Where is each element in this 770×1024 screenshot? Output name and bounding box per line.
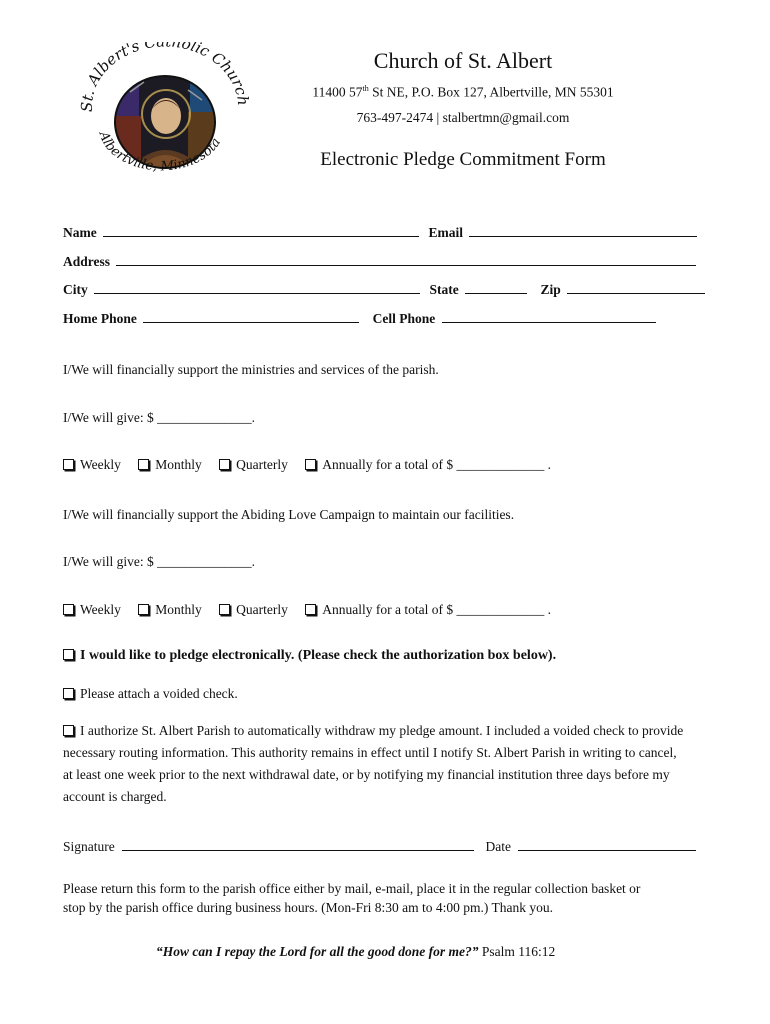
- checkbox-icon: [138, 459, 149, 470]
- row-name-email: [63, 224, 703, 241]
- address-field[interactable]: [116, 253, 696, 266]
- checkbox-icon: [63, 604, 74, 615]
- zip-field[interactable]: [567, 281, 705, 294]
- city-label: City: [63, 282, 88, 297]
- church-logo: [70, 42, 250, 182]
- checkbox-icon: [63, 649, 74, 660]
- return-instructions-line-1: Please return this form to the parish office either by mail, e-mail, place it in the regular collection basket or: [63, 881, 641, 896]
- campaign-quarterly-checkbox[interactable]: Quarterly: [219, 602, 288, 617]
- campaign-support-statement: I/We will financially support the Abiding Love Campaign to maintain our facilities.: [63, 507, 515, 522]
- return-instructions-line-2: stop by the parish office during business hours. (Mon-Fri 8:30 am to 4:00 pm.) Thank you.: [63, 900, 553, 915]
- checkbox-icon: [305, 604, 316, 615]
- home-phone-label: Home Phone: [63, 311, 137, 326]
- electronic-pledge-checkbox[interactable]: I would like to pledge electronically. (Please check the authorization box below).: [63, 648, 556, 664]
- checkbox-icon: [63, 725, 74, 736]
- checkbox-icon: [63, 688, 74, 699]
- church-contact: 763-497-2474 | stalbertmn@gmail.com: [356, 110, 570, 125]
- state-label: State: [429, 282, 459, 297]
- row-city-state-zip: [63, 281, 703, 298]
- parish-weekly-checkbox[interactable]: Weekly: [63, 457, 121, 472]
- signature-label: Signature: [63, 839, 115, 854]
- parish-annually-checkbox[interactable]: Annually for a total of $ _____________ .: [305, 457, 551, 472]
- checkbox-icon: [305, 459, 316, 470]
- checkbox-icon: [219, 604, 230, 615]
- parish-quarterly-checkbox[interactable]: Quarterly: [219, 457, 288, 472]
- logo-arc-top-text: St. Albert's C holic Churc: [77, 42, 250, 113]
- campaign-weekly-checkbox[interactable]: Weekly: [63, 602, 121, 617]
- row-address: [63, 253, 703, 270]
- church-name: Church of St. Albert: [373, 48, 553, 73]
- address-label: Address: [63, 254, 111, 269]
- state-field[interactable]: [465, 281, 527, 294]
- row-phones: [63, 310, 703, 327]
- checkbox-icon: [219, 459, 230, 470]
- authorization-text-line: necessary routing information. This authority remains in effect until I notify St. Albert Parish in writing to cancel,: [63, 745, 677, 760]
- date-field[interactable]: [518, 838, 696, 851]
- city-field[interactable]: [94, 281, 420, 294]
- authorization-text-line: at least one week prior to the next withdrawal date, or by notifying my financial institution three days before my: [63, 767, 670, 782]
- home-phone-field[interactable]: [143, 310, 359, 323]
- parish-support-statement: I/We will financially support the ministries and services of the parish.: [63, 362, 439, 377]
- church-address: 11400 57th St NE, P.O. Box 127, Albertville, MN 55301: [312, 84, 614, 100]
- campaign-annually-checkbox[interactable]: Annually for a total of $ _____________ .: [305, 602, 551, 617]
- voided-check-checkbox[interactable]: Please attach a voided check.: [63, 686, 238, 702]
- form-title: Electronic Pledge Commitment Form: [320, 149, 606, 170]
- email-field[interactable]: [469, 224, 697, 237]
- parish-monthly-checkbox[interactable]: Monthly: [138, 457, 202, 472]
- name-field[interactable]: [103, 224, 419, 237]
- checkbox-icon: [63, 459, 74, 470]
- scripture-quote: “How can I repay the Lord for all the good done for me?” Psalm 116:12: [156, 944, 556, 959]
- email-label: Email: [428, 225, 464, 240]
- authorization-text-line: account is charged.: [63, 789, 167, 804]
- parish-frequency-options: [63, 457, 565, 473]
- campaign-monthly-checkbox[interactable]: Monthly: [138, 602, 202, 617]
- cell-phone-label: Cell Phone: [372, 311, 436, 326]
- date-label: Date: [485, 839, 511, 854]
- signature-row: [63, 838, 696, 855]
- parish-give-amount[interactable]: I/We will give: $ ______________.: [63, 410, 256, 425]
- name-label: Name: [63, 225, 97, 240]
- campaign-frequency-options: [63, 602, 565, 618]
- logo-arc-bottom-text: Albertville, Minnesota: [95, 129, 224, 175]
- campaign-give-amount[interactable]: I/We will give: $ ______________.: [63, 554, 256, 569]
- zip-label: Zip: [540, 282, 561, 297]
- authorization-paragraph: [63, 720, 713, 808]
- authorization-checkbox[interactable]: I authorize St. Albert Parish to automatically withdraw my pledge amount. I included a voided check to provide: [63, 720, 713, 742]
- signature-field[interactable]: [122, 838, 474, 851]
- cell-phone-field[interactable]: [442, 310, 656, 323]
- checkbox-icon: [138, 604, 149, 615]
